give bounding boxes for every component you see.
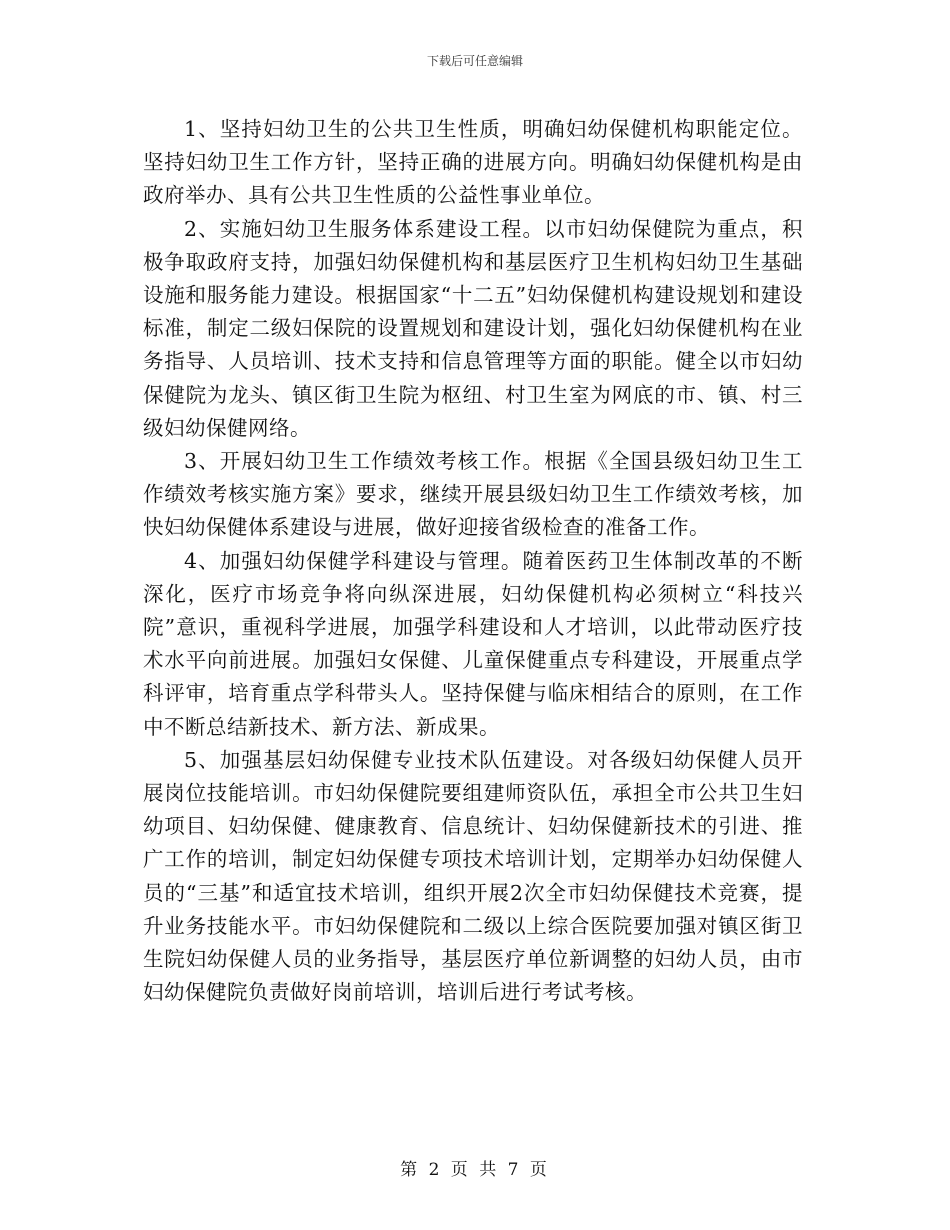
page-number-footer: 第 2 页 共 7 页	[400, 1160, 550, 1180]
paragraph-4: 4、加强妇幼保健学科建设与管理。随着医药卫生体制改革的不断深化，医疗市场竞争将向纵深进展，妇幼保健机构必须树立“科技兴院”意识，重视科学进展，加强学科建设和人才培训，以此带动医疗技术水平向前进展。加强妇女保健、儿童保健重点专科建设，开展重点学科评审，培育重点学科带头人。坚持保健与临床相结合的原则，在工作中不断总结新技术、新方法、新成果。	[143, 548, 803, 739]
paragraph-1: 1、坚持妇幼卫生的公共卫生性质，明确妇幼保健机构职能定位。坚持妇幼卫生工作方针，坚持正确的进展方向。明确妇幼保健机构是由政府举办、具有公共卫生性质的公益性事业单位。	[143, 117, 803, 208]
page-header-note: 下载后可任意编辑	[426, 54, 523, 68]
paragraph-3: 3、开展妇幼卫生工作绩效考核工作。根据《全国县级妇幼卫生工作绩效考核实施方案》要求，继续开展县级妇幼卫生工作绩效考核，加快妇幼保健体系建设与进展，做好迎接省级检查的准备工作。	[143, 449, 803, 540]
paragraph-2: 2、实施妇幼卫生服务体系建设工程。以市妇幼保健院为重点，积极争取政府支持，加强妇幼保健机构和基层医疗卫生机构妇幼卫生基础设施和服务能力建设。根据国家“十二五”妇幼保健机构建设规划和建设标准，制定二级妇保院的设置规划和建设计划，强化妇幼保健机构在业务指导、人员培训、技术支持和信息管理等方面的职能。健全以市妇幼保健院为龙头、镇区街卫生院为枢纽、村卫生室为网底的市、镇、村三级妇幼保健网络。	[143, 216, 803, 440]
document-body	[143, 113, 803, 1009]
paragraph-5: 5、加强基层妇幼保健专业技术队伍建设。对各级妇幼保健人员开展岗位技能培训。市妇幼保健院要组建师资队伍，承担全市公共卫生妇幼项目、妇幼保健、健康教育、信息统计、妇幼保健新技术的引进、推广工作的培训，制定妇幼保健专项技术培训计划，定期举办妇幼保健人员的“三基”和适宜技术培训，组织开展2次全市妇幼保健技术竞赛，提升业务技能水平。市妇幼保健院和二级以上综合医院要加强对镇区街卫生院妇幼保健人员的业务指导，基层医疗单位新调整的妇幼人员，由市妇幼保健院负责做好岗前培训，培训后进行考试考核。	[143, 747, 803, 1005]
